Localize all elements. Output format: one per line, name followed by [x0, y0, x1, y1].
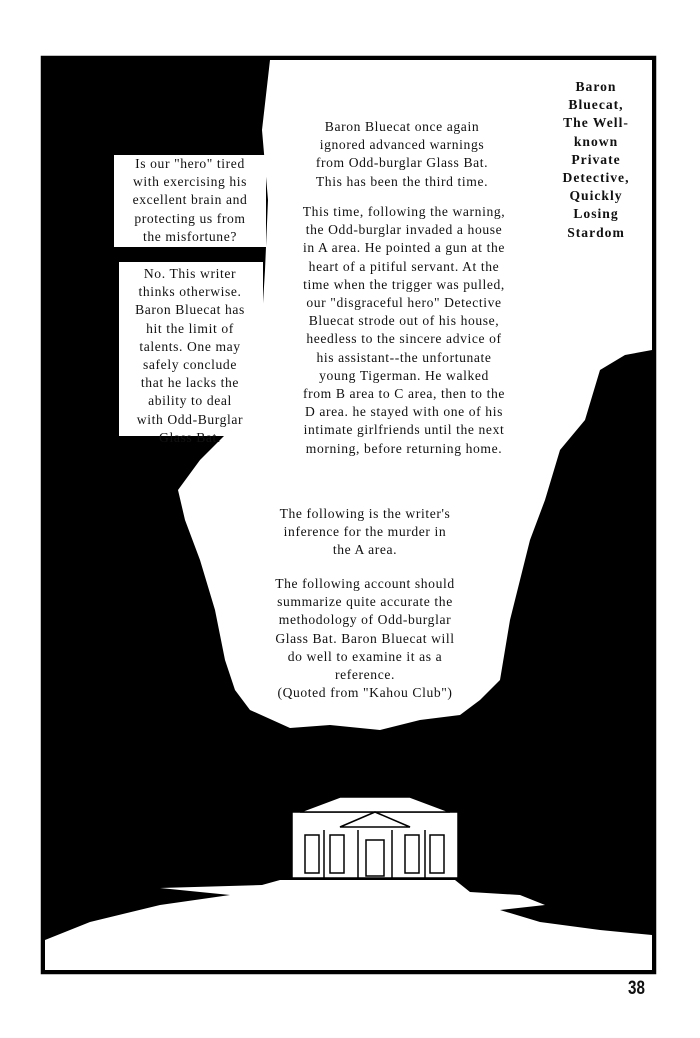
- center-caption-intro: Baron Bluecat once again ignored advanced warnings from Odd-burglar Glass Bat. This has been the third time.: [315, 119, 489, 189]
- center-caption-story: This time, following the warning, the Odd-burglar invaded a house in A area. He pointed a gun at the heart of a pitiful servant. At the time when the trigger was pulled, our "disgraceful hero" Detective Bluecat strode out of his house, heedless to the sincere advice of his assistant--the unfortunate young Tigerman. He walked from B area to C area, then to the D area. he stayed with one of his intimate girlfriends until the next morning, before returning home.: [302, 204, 506, 456]
- page-number: 38: [628, 978, 645, 999]
- lower-caption-account: The following account should summarize quite accurate the methodology of Odd-burglar Glass Bat. Baron Bluecat will do well to examine it as a reference. (Quoted from "Kahou Club"): [275, 576, 455, 701]
- mansion-building: [292, 797, 458, 878]
- lower-caption-inference: The following is the writer's inference for the murder in the A area.: [279, 506, 451, 558]
- left-caption-answer: No. This writer thinks otherwise. Baron Bluecat has hit the limit of talents. One may safely conclude that he lacks the ability to deal with Odd-Burglar Glass Bat.: [135, 266, 245, 445]
- left-caption-question: Is our "hero" tired with exercising his excellent brain and protecting us from the misfortune?: [132, 156, 248, 244]
- title-caption: Baron Bluecat, The Well- known Private Detective, Quickly Losing Stardom: [562, 79, 630, 240]
